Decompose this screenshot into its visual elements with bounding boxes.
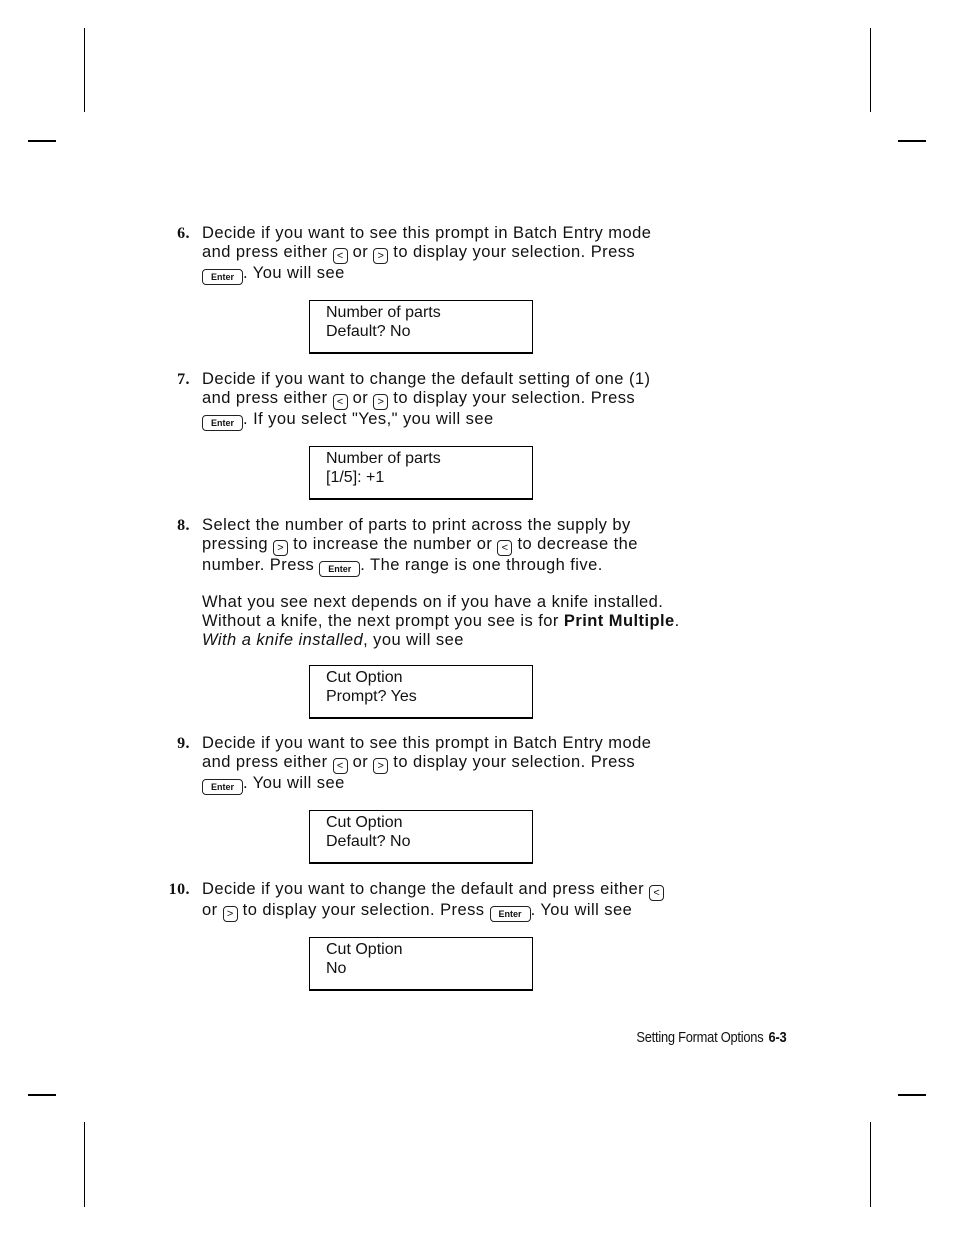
step-number: 9. xyxy=(177,735,190,752)
crop-mark xyxy=(84,1122,85,1207)
left-arrow-key-icon: < xyxy=(333,758,348,774)
enter-key-icon: Enter xyxy=(202,269,243,285)
text: to display your selection. Press xyxy=(393,243,636,261)
step-number: 6. xyxy=(177,225,190,242)
text: Decide if you want to change the default setting of one (1) xyxy=(202,370,651,388)
page-footer xyxy=(636,1029,786,1046)
printer-display xyxy=(309,446,533,500)
enter-key-icon: Enter xyxy=(202,415,243,431)
display-line: Number of parts xyxy=(326,304,441,321)
display-line: Default? No xyxy=(326,322,411,340)
text: Select the number of parts to print across the supply by xyxy=(202,516,631,534)
text: . If you select "Yes," you will see xyxy=(243,410,494,428)
crop-mark xyxy=(870,1122,871,1207)
text: or xyxy=(202,901,218,919)
knife-installed-term: With a knife installed xyxy=(202,631,364,649)
text: . You will see xyxy=(243,774,345,792)
text: or xyxy=(352,753,369,771)
step-text xyxy=(202,224,732,285)
display-line: Cut Option xyxy=(326,814,403,831)
crop-mark xyxy=(28,140,56,142)
printer-display xyxy=(309,300,533,354)
left-arrow-key-icon: < xyxy=(497,540,512,556)
printer-display xyxy=(309,937,533,991)
step-number: 7. xyxy=(177,371,190,388)
display-line: Cut Option xyxy=(326,669,403,686)
display-line: Default? No xyxy=(326,832,411,850)
crop-mark xyxy=(898,1094,926,1096)
step-text xyxy=(202,370,732,431)
text: to display your selection. Press xyxy=(393,753,636,771)
printer-display xyxy=(309,810,533,864)
enter-key-icon: Enter xyxy=(202,779,243,795)
display-line: [1/5]: +1 xyxy=(326,468,385,486)
display-line: Number of parts xyxy=(326,450,441,467)
display-line: No xyxy=(326,959,347,977)
crop-mark xyxy=(84,28,85,112)
text: and press either xyxy=(202,389,328,407)
text: to display your selection. Press xyxy=(393,389,636,407)
crop-mark xyxy=(898,140,926,142)
text: . The range is one through five. xyxy=(360,556,603,574)
print-multiple-term: Print Multiple xyxy=(563,612,675,630)
text: to decrease the xyxy=(517,535,638,553)
right-arrow-key-icon: > xyxy=(373,248,388,264)
text: . xyxy=(674,612,680,630)
text: or xyxy=(352,389,369,407)
step-number: 8. xyxy=(177,517,190,534)
step-text xyxy=(202,734,732,795)
right-arrow-key-icon: > xyxy=(373,394,388,410)
enter-key-icon: Enter xyxy=(319,561,360,577)
section-title: Setting Format Options xyxy=(635,1029,763,1046)
crop-mark xyxy=(28,1094,56,1096)
text: to display your selection. Press xyxy=(242,901,485,919)
display-line: Cut Option xyxy=(326,941,403,958)
display-line: Prompt? Yes xyxy=(326,687,417,705)
left-arrow-key-icon: < xyxy=(649,885,664,901)
text: Decide if you want to see this prompt in Batch Entry mode xyxy=(202,224,652,242)
text: . You will see xyxy=(243,264,345,282)
step-text xyxy=(202,516,732,650)
text: Decide if you want to see this prompt in Batch Entry mode xyxy=(202,734,652,752)
right-arrow-key-icon: > xyxy=(273,540,288,556)
right-arrow-key-icon: > xyxy=(223,906,238,922)
left-arrow-key-icon: < xyxy=(333,394,348,410)
text: , you will see xyxy=(363,631,464,649)
text: What you see next depends on if you have a knife installed. xyxy=(202,593,664,611)
step-number: 10. xyxy=(168,881,190,898)
text: . You will see xyxy=(530,901,633,919)
text: pressing xyxy=(202,535,268,553)
crop-mark xyxy=(870,28,871,112)
text: number. Press xyxy=(202,556,315,574)
text: to increase the number or xyxy=(293,535,493,553)
step-text xyxy=(202,880,732,922)
left-arrow-key-icon: < xyxy=(333,248,348,264)
text: and press either xyxy=(202,243,328,261)
text: and press either xyxy=(202,753,328,771)
enter-key-icon: Enter xyxy=(490,906,531,922)
text: Decide if you want to change the default and press either xyxy=(202,880,645,898)
printer-display xyxy=(309,665,533,719)
text: or xyxy=(352,243,369,261)
text: Without a knife, the next prompt you see is for xyxy=(202,612,559,630)
page-number: 6-3 xyxy=(768,1029,786,1046)
right-arrow-key-icon: > xyxy=(373,758,388,774)
